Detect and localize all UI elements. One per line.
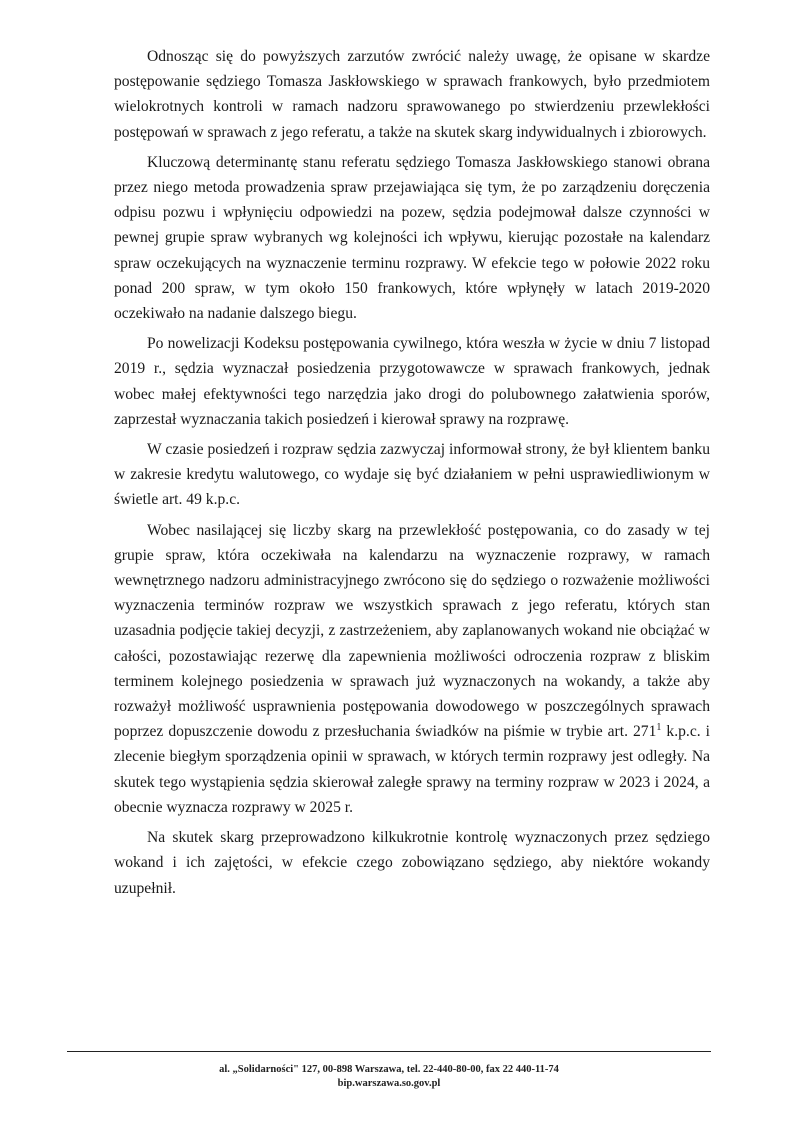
- paragraph-5-part-1: Wobec nasilającej się liczby skarg na przewlekłość postępowania, co do zasady w tej grupie spraw, która oczekiwała na kalendarzu na wyznaczenie rozprawy, w ramach wewnętrznego nadzoru administracyjnego zwrócono się do sędziego o rozważenie możliwości wyznaczenia terminów rozpraw we wszystkich sprawach z jego referatu, których stan uzasadnia podjęcie takiej decyzji, z zastrzeżeniem, aby zaplanowanych wokand nie obciążać w całości, pozostawiając rezerwę dla zapewnienia możliwości odroczenia rozpraw z bliskim terminem kolejnego posiedzenia w sprawach już wyznaczonych na wokandy, a także aby rozważył możliwość usprawnienia postępowania dowodowego w poszczególnych sprawach poprzez dopuszczenie dowodu z przesłuchania świadków na piśmie w trybie art. 271: [114, 521, 710, 741]
- paragraph-2: Kluczową determinantę stanu referatu sędziego Tomasza Jaskłowskiego stanowi obrana przez niego metoda prowadzenia spraw przejawiająca się tym, że po zarządzeniu doręczenia odpisu pozwu i wpłynięciu odpowiedzi na pozew, sędzia podejmował dalsze czynności w pewnej grupie spraw wybranych wg kolejności ich wpływu, kierując pozostałe na kalendarz spraw oczekujących na wyznaczenie terminu rozprawy. W efekcie tego w połowie 2022 roku ponad 200 spraw, w tym około 150 frankowych, które wpłynęły w latach 2019-2020 oczekiwało na nadanie dalszego biegu.: [114, 153, 710, 323]
- paragraph-3: Po nowelizacji Kodeksu postępowania cywilnego, która weszła w życie w dniu 7 listopad 2019 r., sędzia wyznaczał posiedzenia przygotowawcze w sprawach frankowych, jednak wobec małej efektywności tego narzędzia jako drogi do polubownego załatwienia sporów, zaprzestał wyznaczania takich posiedzeń i kierował sprawy na rozprawę.: [114, 335, 710, 428]
- article-superscript: 1: [656, 722, 662, 734]
- footer-divider: [67, 1051, 711, 1052]
- footer-address: al. „Solidarności" 127, 00-898 Warszawa, tel. 22-440-80-00, fax 22 440-11-74: [219, 1064, 559, 1075]
- paragraph-5-part-2: k.p.c. i zlecenie biegłym sporządzenia opinii w sprawach, w których termin rozprawy jest odległy. Na skutek tego wystąpienia sędzia skierował zaległe sprawy na terminy rozpraw w 2023 i 2024, a obecnie wyznacza rozprawy w 2025 r.: [114, 723, 710, 816]
- footer-website: bip.warszawa.so.gov.pl: [337, 1078, 441, 1089]
- document-body: [114, 44, 710, 906]
- paragraph-1: Odnosząc się do powyższych zarzutów zwrócić należy uwagę, że opisane w skardze postępowanie sędziego Tomasza Jaskłowskiego w sprawach frankowych, było przedmiotem wielokrotnych kontroli w ramach nadzoru sprawowanego po stwierdzeniu przewlekłości postępowań w sprawach z jego referatu, a także na skutek skarg indywidualnych i zbiorowych.: [114, 48, 710, 141]
- paragraph-6: Na skutek skarg przeprowadzono kilkukrotnie kontrolę wyznaczonych przez sędziego wokand i ich zajętości, w efekcie czego zobowiązano sędziego, aby niektóre wokandy uzupełnił.: [114, 829, 710, 897]
- footer: [67, 1063, 711, 1091]
- paragraph-4: W czasie posiedzeń i rozpraw sędzia zazwyczaj informował strony, że był klientem banku w zakresie kredytu walutowego, co wydaje się być działaniem w pełni usprawiedliwionym w świetle art. 49 k.p.c.: [114, 441, 710, 509]
- paragraph-5: [114, 518, 710, 820]
